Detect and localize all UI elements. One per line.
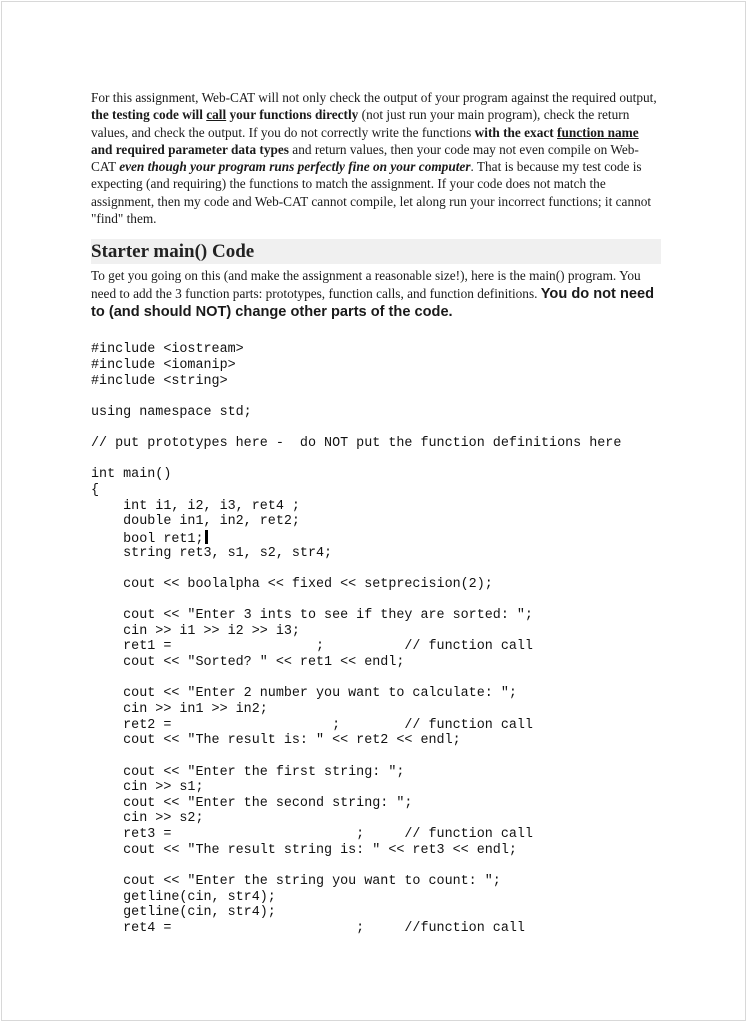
code-line: string ret3, s1, s2, str4; [91, 545, 333, 561]
intro-paragraph [91, 89, 661, 227]
code-line: cout << "Enter 3 ints to see if they are sorted: "; [91, 608, 533, 624]
code-line: cout << "Enter the second string: "; [91, 795, 413, 811]
code-line: using namespace std; [91, 404, 252, 420]
code-line: cout << "Sorted? " << ret1 << endl; [91, 655, 405, 671]
code-line [91, 561, 661, 577]
code-line: int main() [91, 467, 172, 483]
code-line: ret1 = ; // function call [91, 639, 533, 655]
section-desc-bold: You do not need to (and should NOT) change other parts of the code. [91, 285, 655, 320]
intro-text-6: with the exact [474, 124, 558, 140]
code-line: { [91, 483, 100, 499]
code-line: #include <iomanip> [91, 357, 236, 373]
code-line: #include <string> [91, 373, 228, 389]
code-line [91, 389, 661, 405]
intro-text-8: and required parameter data types [91, 141, 289, 157]
code-line [91, 593, 661, 609]
code-line: cout << "The result string is: " << ret3 << endl; [91, 842, 517, 858]
code-line: int i1, i2, i3, ret4 ; [91, 498, 300, 514]
intro-text-4: your functions directly [226, 107, 359, 123]
code-line: #include <iostream> [91, 342, 244, 358]
document-content [91, 89, 661, 937]
code-line: cin >> s1; [91, 780, 204, 796]
intro-text-2: the testing code will [91, 107, 207, 123]
code-line [91, 452, 661, 468]
section-heading-bar [91, 239, 661, 264]
code-line: cout << "Enter 2 number you want to calculate: "; [91, 686, 517, 702]
code-line: cin >> i1 >> i2 >> i3; [91, 623, 300, 639]
intro-text-5: (not just run your main program), check the return values, and check the output. If you do not correctly write the functions [91, 107, 630, 140]
intro-text-call: call [206, 107, 227, 123]
code-line [91, 671, 661, 687]
code-line [91, 420, 661, 436]
code-line: ret2 = ; // function call [91, 717, 533, 733]
code-line: double in1, in2, ret2; [91, 514, 300, 530]
intro-text-1: For this assignment, Web-CAT will not only check the output of your program against the required output, [91, 90, 657, 105]
code-line-text: bool ret1; [91, 531, 204, 547]
code-block [91, 342, 661, 936]
code-line [91, 858, 661, 874]
section-description [91, 267, 661, 321]
code-line: cout << boolalpha << fixed << setprecision(2); [91, 576, 493, 592]
code-line: cout << "Enter the first string: "; [91, 764, 405, 780]
code-line: getline(cin, str4); [91, 889, 276, 905]
code-line: cin >> in1 >> in2; [91, 702, 268, 717]
code-line: cout << "The result is: " << ret2 << endl; [91, 733, 461, 749]
section-title: Starter main() Code [91, 240, 255, 262]
intro-text-function-name: function name [557, 124, 639, 140]
intro-text-9: and return values, then your code may not even compile on Web-CAT [91, 141, 639, 175]
intro-text-10: even though your program runs perfectly fine on your computer [119, 159, 471, 175]
code-line [91, 749, 661, 765]
code-line: cout << "Enter the string you want to count: "; [91, 874, 501, 890]
code-line: getline(cin, str4); [91, 905, 276, 921]
code-line-with-cursor[interactable] [91, 530, 661, 546]
code-line: cin >> s2; [91, 811, 204, 827]
section-desc-text: To get you going on this (and make the assignment a reasonable size!), here is the main() program. You need to add the 3 function parts: prototypes, function calls, and function definitions. [91, 268, 641, 301]
text-cursor [205, 530, 208, 544]
code-line: ret3 = ; // function call [91, 827, 533, 843]
code-line: // put prototypes here - do NOT put the function definitions here [91, 436, 622, 452]
intro-text-11: . That is because my test code is expecting (and requiring) the functions to match the assignment. If your code does not match the assignment, then my code and Web-CAT cannot compile, let along run your incorrect functions; it cannot "find" them. [91, 159, 652, 227]
code-line: ret4 = ; //function call [91, 920, 525, 936]
